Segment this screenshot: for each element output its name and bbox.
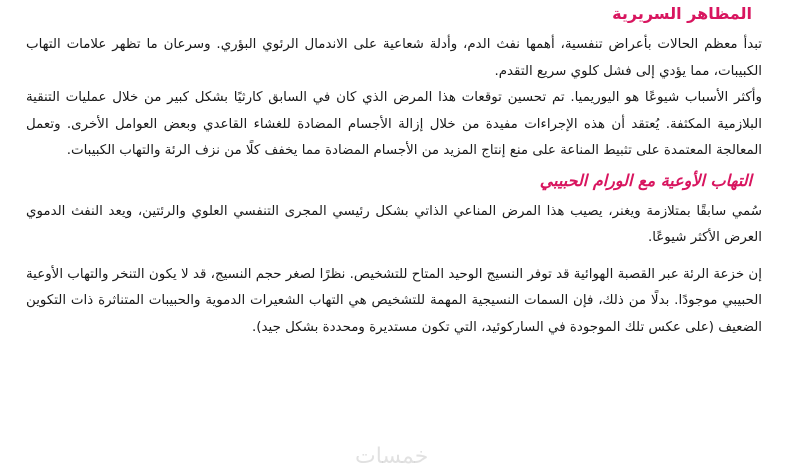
paragraph: وأكثر الأسباب شيوعًا هو اليوريميا. تم تحسين توقعات هذا المرض الذي كان في السابق كارثيًا بشكل كبير من خلال عمليات التنقية البلازمية المكثفة. يُعتقد أن هذه الإجراءات مفيدة من خلال إزالة الأجسام المضادة للغشاء القاعدي وبعض العوامل الأخرى. وتعمل المعالجة المعتمدة على تثبيط المناعة على منع إنتاج المزيد من الأجسام المضادة مما يخفف كلًا من نزف الرئة والتهاب الكبيبات.	[26, 90, 762, 158]
section-heading-clinical-features: المظاهر السريرية	[612, 4, 752, 23]
section-heading-vasculitis: التهاب الأوعية مع الورام الحبيبي	[539, 170, 752, 190]
watermark-logo: خمسات	[355, 444, 429, 469]
paragraph: تبدأ معظم الحالات بأعراض تنفسية، أهمها نفث الدم، وأدلة شعاعية على الاندمال الرئوي البؤري. وسرعان ما تظهر علامات التهاب الكبيبات، مما يؤدي إلى فشل كلوي سريع التقدم.	[26, 37, 762, 79]
paragraph: سُمي سابقًا بمتلازمة ويغنر، يصيب هذا المرض المناعي الذاتي بشكل رئيسي المجرى التنفسي العلوي والرئتين، ويعد النفث الدموي العرض الأكثر شيوعًا.	[26, 203, 762, 245]
paragraph: إن خزعة الرئة عبر القصبة الهوائية قد توفر النسيج الوحيد المتاح للتشخيص. نظرًا لصغر حجم النسيج، قد لا يكون التنخر والتهاب الأوعية الحبيبي موجودًا. بدلًا من ذلك، فإن السمات النسيجية المهمة للتشخيص هي التهاب الشعيرات الدموية والحبيبات المتناثرة ذات التكوين الضعيف (على عكس تلك الموجودة في الساركوئيد، التي تكون مستديرة ومحددة بشكل جيد).	[26, 266, 762, 335]
